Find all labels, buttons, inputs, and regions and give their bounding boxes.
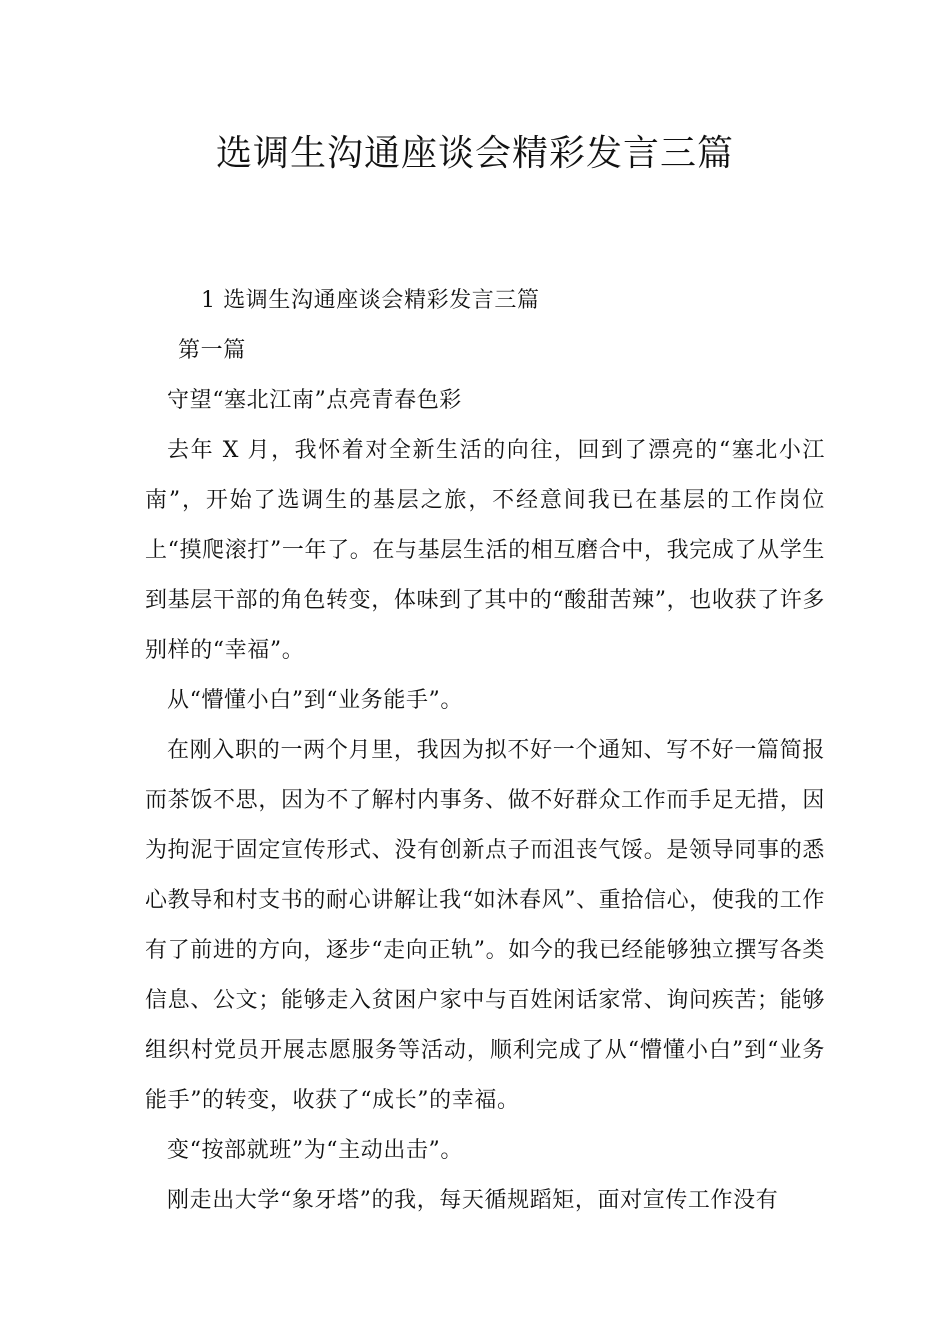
paragraph-5: 刚走出大学“象牙塔”的我，每天循规蹈矩，面对宣传工作没有 [167,1188,779,1213]
section-subtitle: 守望“塞北江南”点亮青春色彩 [167,388,462,413]
paragraph-4: 变“按部就班”为“主动出击”。 [167,1138,463,1163]
paragraph-3: 在刚入职的一两个月里，我因为拟不好一个通知、写不好一篇简报而茶饭不思，因为不了解村内事务、做不好群众工作而手足无措，因为拘泥于固定宣传形式、没有创新点子而沮丧气馁。是领导同事的悉心教导和村支书的耐心讲解让我“如沐春风”、重拾信心，使我的工作有了前进的方向，逐步“走向正轨”。如今的我已经能够独立撰写各类信息、公文；能够走入贫困户家中与百姓闲话家常、询问疾苦；能够组织村党员开展志愿服务等活动，顺利完成了从“懵懂小白”到“业务能手”的转变，收获了“成长”的幸福。 [145,738,825,1113]
document-body [145,276,825,1226]
paragraph-2: 从“懵懂小白”到“业务能手”。 [167,688,463,713]
document-title: 选调生沟通座谈会精彩发言三篇 [215,133,734,174]
paragraph-1: 去年 X 月，我怀着对全新生活的向往，回到了漂亮的“塞北小江南”，开始了选调生的基层之旅，不经意间我已在基层的工作岗位上“摸爬滚打”一年了。在与基层生活的相互磨合中，我完成了从学生到基层干部的角色转变，体味到了其中的“酸甜苦辣”，也收获了许多别样的“幸福”。 [145,438,825,663]
section-heading: 第一篇 [178,338,246,363]
toc-entry: 1 选调生沟通座谈会精彩发言三篇 [201,288,540,313]
